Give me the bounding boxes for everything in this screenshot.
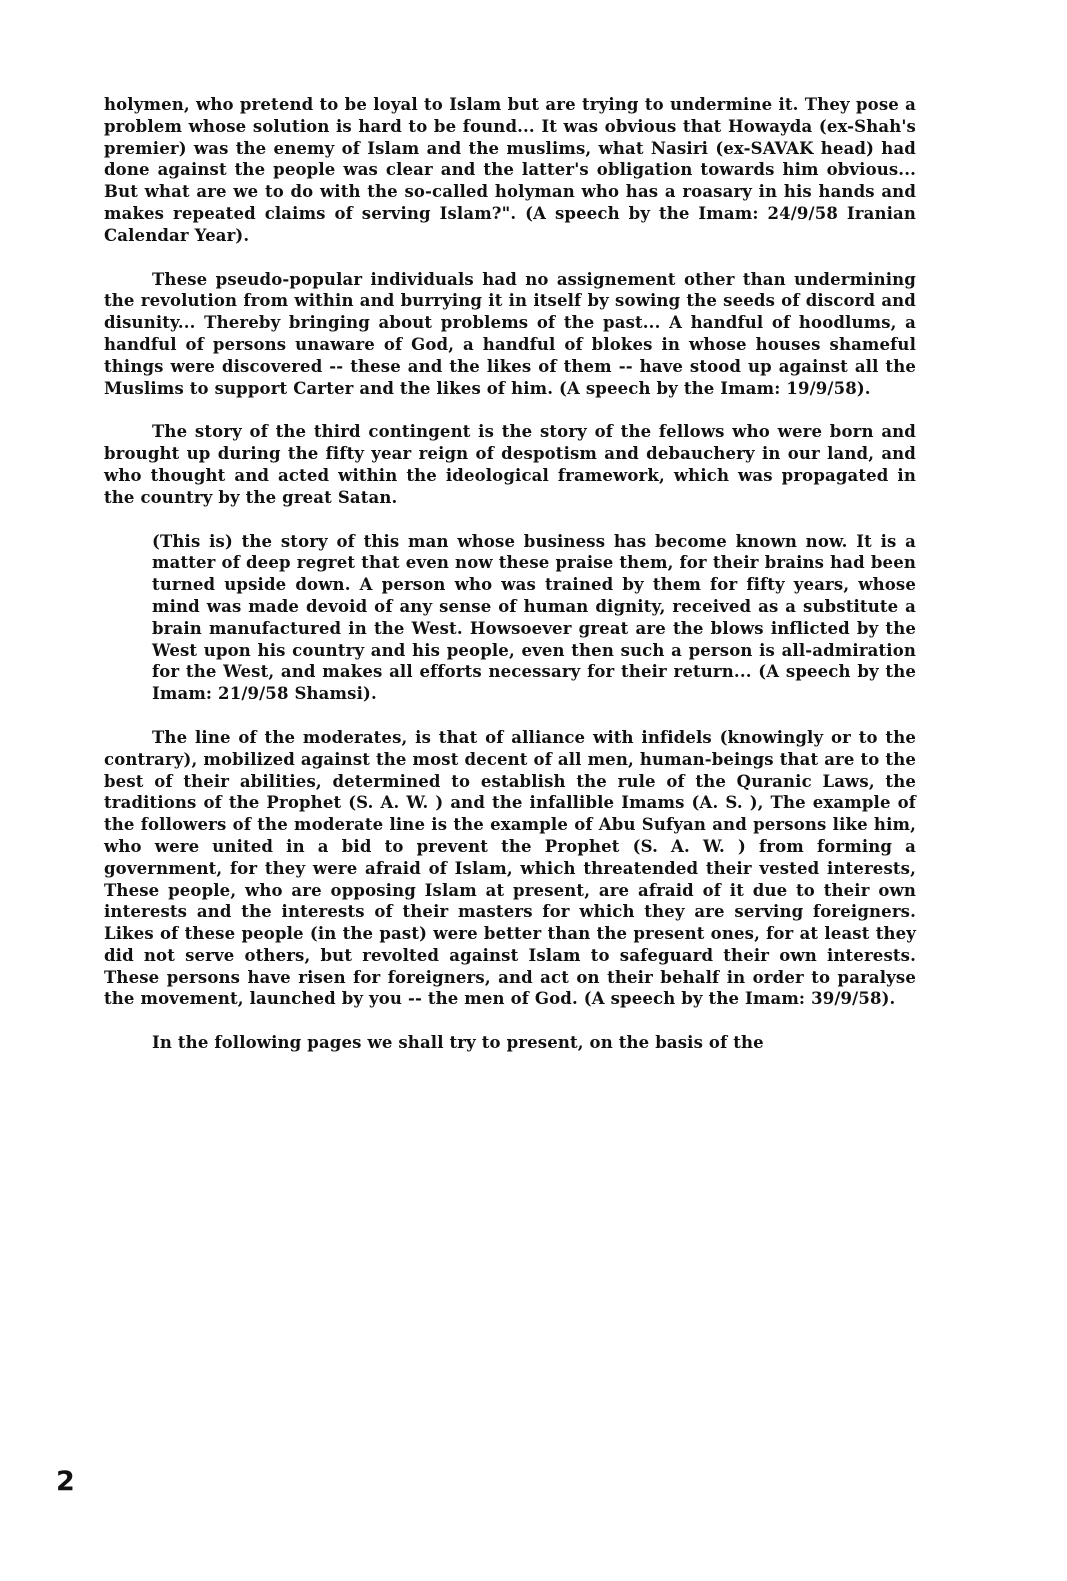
paragraph-holymen-quote: holymen, who pretend to be loyal to Islam but are trying to undermine it. They pose a problem whose solution is hard to be found... It was obvious that Howayda (ex-Shah's premier) was the enemy of Islam and the muslims, what Nasiri (ex-SAVAK head) had done against the people was clear and the latter's obligation towards him obvious... But what are we to do with the so-called holyman who has a roasary in his hands and makes repeated claims of serving Islam?". (A speech by the Imam: 24/9/58 Iranian Calendar Year). [104, 95, 916, 245]
paragraph-moderates-line: The line of the moderates, is that of alliance with infidels (knowingly or to the contrary), mobilized against the most decent of all men, human-beings that are to the best of their abilities, determined to establish the rule of the Quranic Laws, the traditions of the Prophet (S. A. W. ) and the infallible Imams (A. S. ), The example of the followers of the moderate line is the example of Abu Sufyan and persons like him, who were united in a bid to prevent the Prophet (S. A. W. ) from forming a government, for they were afraid of Islam, which threatended their vested interests, These people, who are opposing Islam at present, are afraid of it due to their own interests and the interests of their masters for which they are serving foreigners. Likes of these people (in the past) were better than the present ones, for at least they did not serve others, but revolted against Islam to safeguard their own interests. These persons have risen for foreigners, and act on their behalf in order to paralyse the movement, launched by you -- the men of God. (A speech by the Imam: 39/9/58). [104, 727, 916, 1009]
body-text [104, 94, 916, 1076]
paragraph-third-contingent: The story of the third contingent is the story of the fellows who were born and brought up during the fifty year reign of despotism and debauchery in our land, and who thought and acted within the ideological framework, which was propagated in the country by the great Satan. [104, 422, 916, 507]
paragraph-following-pages: In the following pages we shall try to present, on the basis of the [152, 1033, 764, 1053]
page-number: 2 [56, 1466, 75, 1497]
paragraph-pseudo-popular: These pseudo-popular individuals had no assignement other than undermining the revolution from within and burrying it in itself by sowing the seeds of discord and disunity... Thereby bringing about problems of the past... A handful of hoodlums, a handful of persons unaware of God, a handful of blokes in whose houses shameful things were discovered -- these and the likes of them -- have stood up against all the Muslims to support Carter and the likes of him. (A speech by the Imam: 19/9/58). [104, 269, 916, 398]
block-quote-story: (This is) the story of this man whose business has become known now. It is a matter of deep regret that even now these praise them, for their brains had been turned upside down. A person who was trained by them for fifty years, whose mind was made devoid of any sense of human dignity, received as a substitute a brain manufactured in the West. Howsoever great are the blows inflicted by the West upon his country and his people, even then such a person is all-admiration for the West, and makes all efforts necessary for their return... (A speech by the Imam: 21/9/58 Shamsi). [152, 531, 916, 704]
